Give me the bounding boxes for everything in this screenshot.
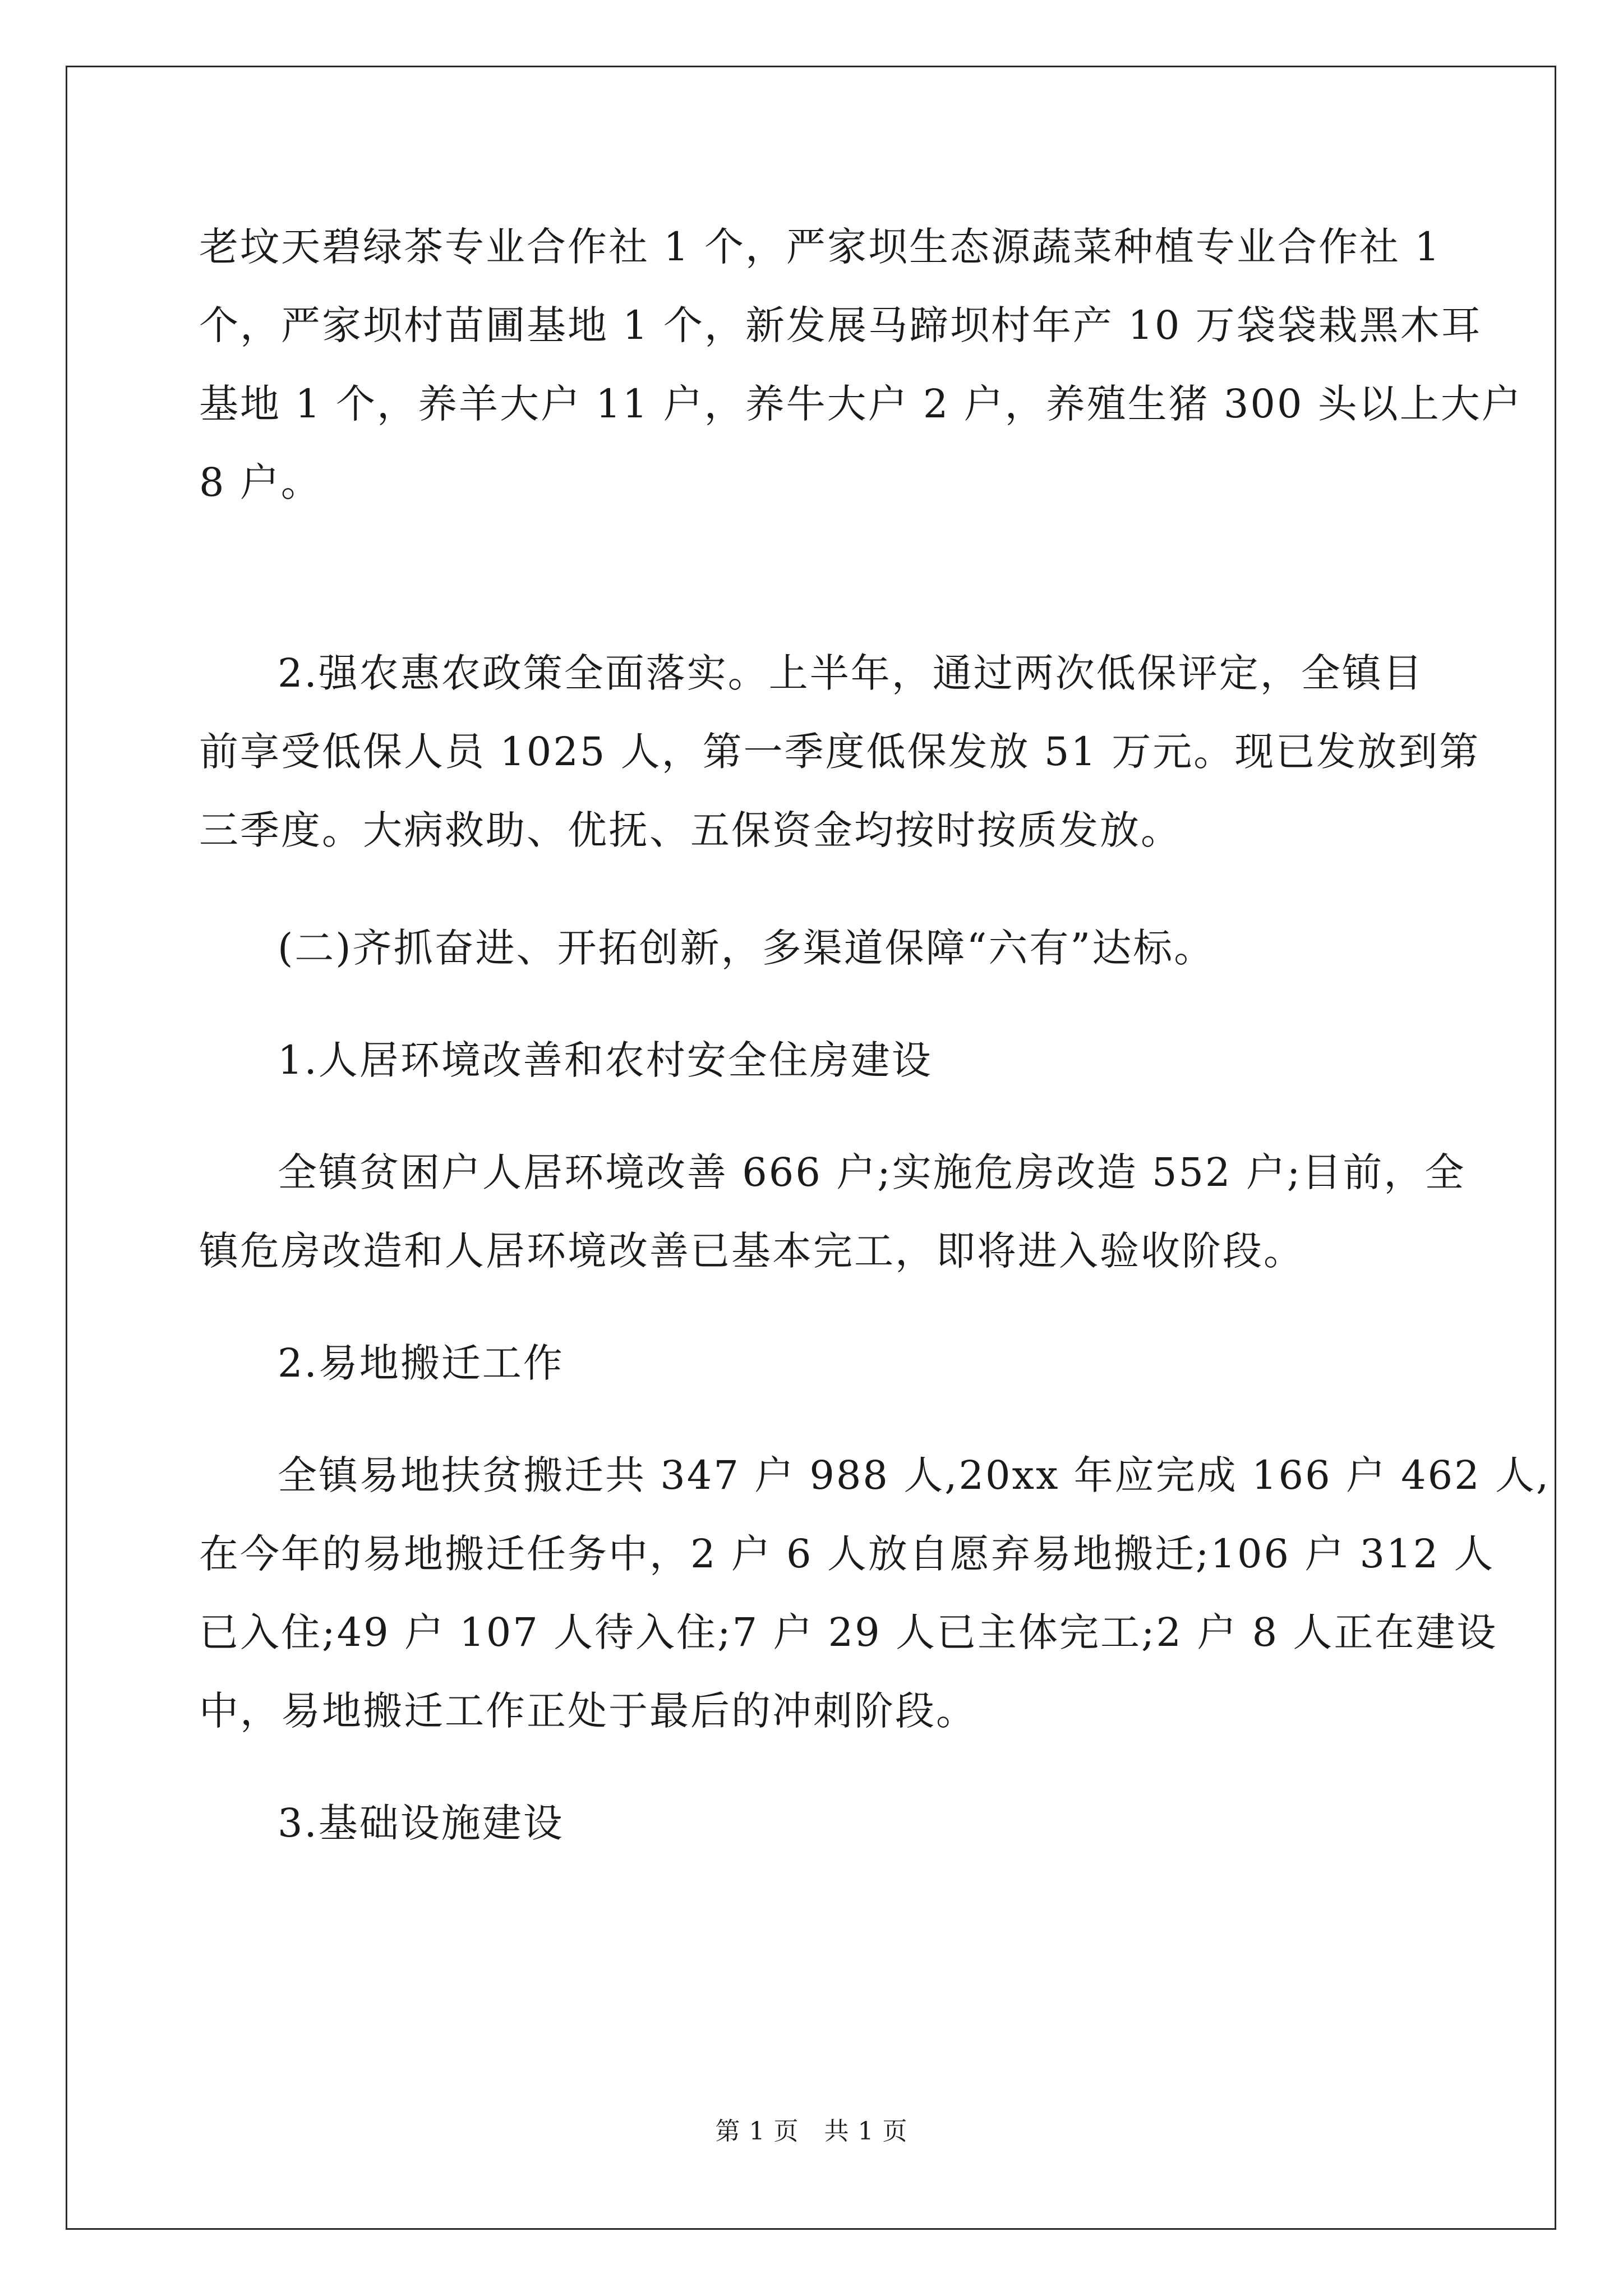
paragraph-line: 8 户。	[199, 459, 322, 505]
page-number-footer: 第 1 页 共 1 页	[715, 2117, 908, 2146]
subsection-heading: 1.人居环境改善和农村安全住房建设	[278, 1037, 933, 1083]
paragraph-line: 2.强农惠农政策全面落实。上半年，通过两次低保评定，全镇目	[278, 650, 1424, 696]
paragraph-line: 镇危房改造和人居环境改善已基本完工，即将进入验收阶段。	[199, 1228, 1304, 1274]
paragraph-line: 基地 1 个，养羊大户 11 户，养牛大户 2 户，养殖生猪 300 头以上大户	[199, 381, 1523, 427]
paragraph-line: 全镇贫困户人居环境改善 666 户;实施危房改造 552 户;目前，全	[278, 1149, 1466, 1195]
paragraph-line: 老坟天碧绿茶专业合作社 1 个，严家坝生态源蔬菜种植专业合作社 1	[199, 224, 1441, 270]
paragraph-line: 在今年的易地搬迁任务中，2 户 6 人放自愿弃易地搬迁;106 户 312 人	[199, 1531, 1495, 1577]
subsection-heading: 2.易地搬迁工作	[278, 1340, 564, 1386]
paragraph-line: 中，易地搬迁工作正处于最后的冲刺阶段。	[199, 1688, 977, 1734]
section-heading: (二)齐抓奋进、开拓创新，多渠道保障“六有”达标。	[278, 925, 1215, 971]
paragraph-line: 前享受低保人员 1025 人，第一季度低保发放 51 万元。现已发放到第	[199, 729, 1481, 775]
paragraph-line: 已入住;49 户 107 人待入住;7 户 29 人已主体完工;2 户 8 人正在建设	[199, 1609, 1498, 1655]
paragraph-line: 全镇易地扶贫搬迁共 347 户 988 人,20xx 年应完成 166 户 462 人,	[278, 1452, 1551, 1498]
subsection-heading: 3.基础设施建设	[278, 1800, 564, 1846]
paragraph-line: 三季度。大病救助、优抚、五保资金均按时按质发放。	[199, 807, 1182, 853]
paragraph-line: 个，严家坝村苗圃基地 1 个，新发展马蹄坝村年产 10 万袋袋栽黑木耳	[199, 302, 1482, 348]
